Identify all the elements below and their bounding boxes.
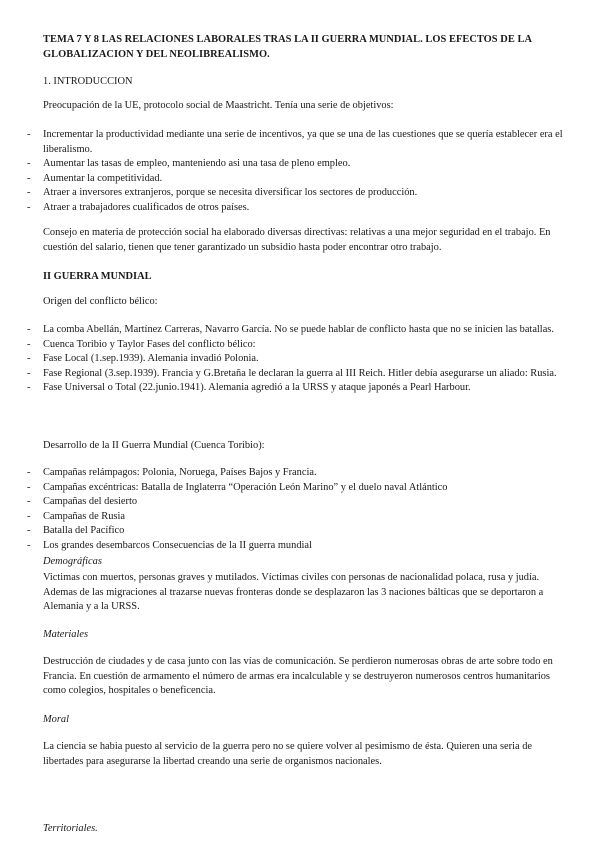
territoriales-heading: Territoriales. [43,823,98,834]
list-item: - Campañas de Rusia [43,510,563,525]
intro-paragraph: Preocupación de la UE, protocolo social de Maastricht. Tenía una serie de objetivos: [43,100,394,111]
demograficas-paragraph: Victimas con muertos, personas graves y mutilados. Víctimas civiles con personas de nacionalidad polaca, rusa y judía. Ademas de las migraciones al trazarse nuevas fronteras donde se desplazaron las 3 naciones bálticas que se deportaron a Alemania y a la URSS. [43,572,544,613]
section-heading-introduccion: 1. INTRODUCCION [43,76,133,87]
consejo-paragraph: Consejo en materia de protección social ha elaborado diversas directivas: relativas a una mejor seguridad en el trabajo. En cuestión del salario, tienen que tener garantizado un subsidio hasta poder encontrar otro trabajo. [43,227,551,253]
list-item: - Atraer a trabajadores cualificados de otros países. [43,201,563,216]
origen-heading: Origen del conflicto bélico: [43,296,158,307]
list-item: - Cuenca Toribio y Taylor Fases del conflicto bélico: [43,338,563,353]
list-item: - Fase Local (1.sep.1939). Alemania invadió Polonia. [43,352,563,367]
moral-paragraph: La ciencia se habia puesto al servicio de la guerra pero no se quiere volver al pesimismo de ésta. Quieren una seria de libertades para asegurarse la libertad creando una serie de organismos nacionales. [43,741,533,767]
desarrollo-list [43,466,563,554]
origen-list [43,323,563,396]
list-item: - Aumentar la competitividad. [43,172,563,187]
list-item: - Batalla del Pacífico [43,524,563,539]
list-item: - Aumentar las tasas de empleo, manteniendo asi una tasa de pleno empleo. [43,157,563,172]
list-item: - Incrementar la productividad mediante una serie de incentivos, ya que se una de las cuestiones que se quería establecer era el liberalismo. [43,128,563,157]
list-item: - Fase Universal o Total (22.junio.1941). Alemania agredió a la URSS y ataque japonés a Pearl Harbour. [43,381,563,396]
list-item: - Fase Regional (3.sep.1939). Francia y G.Bretaña le declaran la guerra al III Reich. Hitler debía asegurarse un aliado: Rusia. [43,367,563,382]
document-title: TEMA 7 Y 8 LAS RELACIONES LABORALES TRAS LA II GUERRA MUNDIAL. LOS EFECTOS DE LA GLOBALIZACION Y DEL NEOLIBREALISMO. [43,34,532,60]
list-item: - La comba Abellán, Martínez Carreras, Navarro García. No se puede hablar de conflicto hasta que no se inicien las batallas. [43,323,563,338]
list-item: - Campañas del desierto [43,495,563,510]
section-heading-guerra: II GUERRA MUNDIAL [43,271,152,282]
desarrollo-heading: Desarrollo de la II Guerra Mundial (Cuenca Toribio): [43,440,265,451]
list-item: - Campañas excéntricas: Batalla de Inglaterra “Operación León Marino” y el duelo naval Atlántico [43,481,563,496]
moral-heading: Moral [43,714,69,725]
list-item: - Los grandes desembarcos Consecuencias de la II guerra mundial [43,539,563,554]
materiales-heading: Materiales [43,629,89,640]
materiales-paragraph: Destrucción de ciudades y de casa junto con las vías de comunicación. Se perdieron numerosas obras de arte sobre todo en Francia. En cuestión de armamento el número de armas era incalculable y se destruyeron numerosos centros humanitarios como colegios, hospitales o beneficencia. [43,656,553,697]
objetivos-list [43,128,563,216]
demograficas-heading: Demográficas [43,556,102,567]
list-item: - Atraer a inversores extranjeros, porque se necesita diversificar los sectores de producción. [43,186,563,201]
list-item: - Campañas relámpagos: Polonia, Noruega, Países Bajos y Francia. [43,466,563,481]
